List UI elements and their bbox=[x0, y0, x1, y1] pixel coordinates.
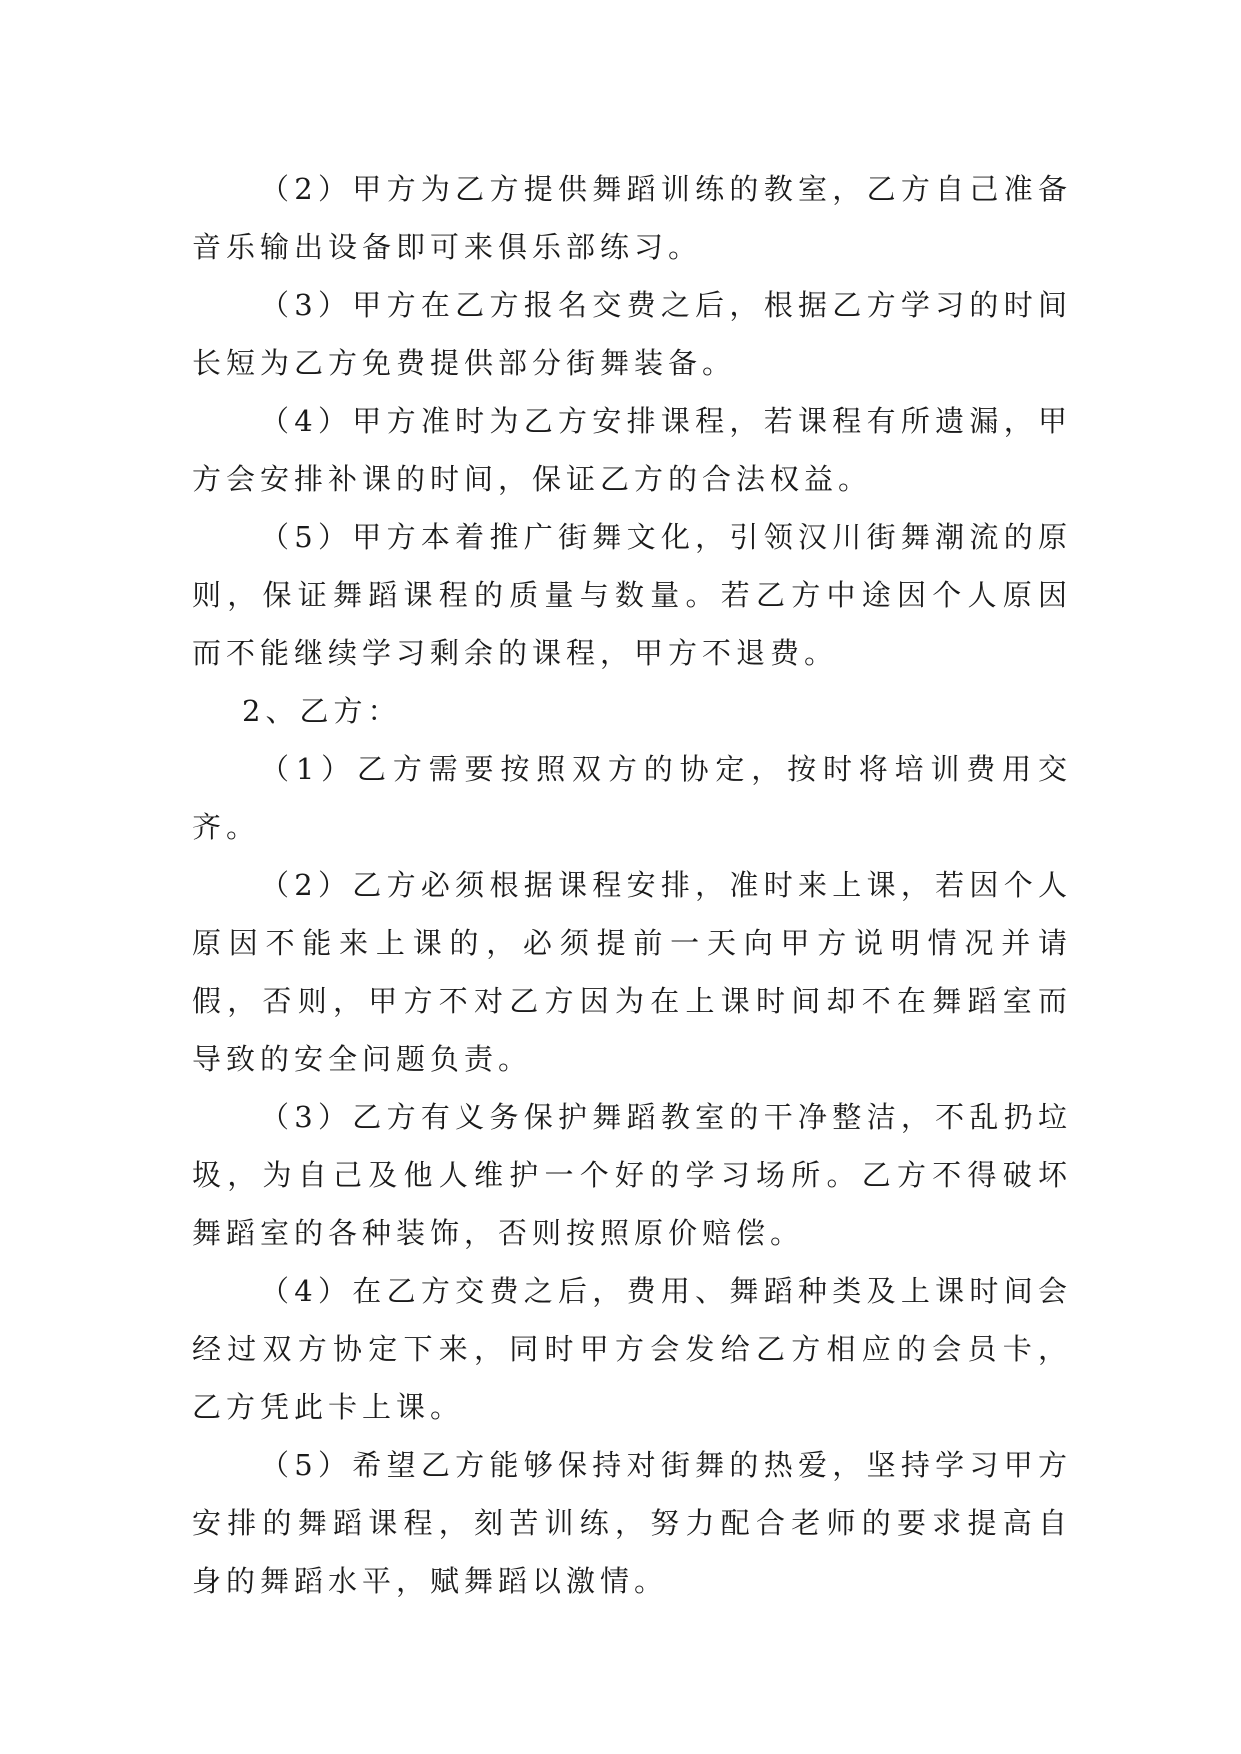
paragraph-jia-5: （5）甲方本着推广街舞文化，引领汉川街舞潮流的原则，保证舞蹈课程的质量与数量。若乙方中途因个人原因而不能继续学习剩余的课程，甲方不退费。 bbox=[192, 520, 1072, 670]
section-heading-yi: 2、乙方： bbox=[242, 694, 402, 728]
paragraph-jia-4: （4）甲方准时为乙方安排课程，若课程有所遗漏，甲方会安排补课的时间，保证乙方的合法权益。 bbox=[192, 404, 1072, 496]
document-body bbox=[192, 160, 1072, 1610]
paragraph-jia-2: （2）甲方为乙方提供舞蹈训练的教室，乙方自己准备音乐输出设备即可来俱乐部练习。 bbox=[192, 172, 1072, 264]
paragraph-yi-4: （4）在乙方交费之后，费用、舞蹈种类及上课时间会经过双方协定下来，同时甲方会发给乙方相应的会员卡，乙方凭此卡上课。 bbox=[192, 1274, 1072, 1424]
paragraph-yi-5: （5）希望乙方能够保持对街舞的热爱，坚持学习甲方安排的舞蹈课程，刻苦训练，努力配合老师的要求提高自身的舞蹈水平，赋舞蹈以激情。 bbox=[192, 1448, 1072, 1598]
paragraph-jia-3: （3）甲方在乙方报名交费之后，根据乙方学习的时间长短为乙方免费提供部分街舞装备。 bbox=[192, 288, 1072, 380]
paragraph-yi-2: （2）乙方必须根据课程安排，准时来上课，若因个人原因不能来上课的，必须提前一天向甲方说明情况并请假，否则，甲方不对乙方因为在上课时间却不在舞蹈室而导致的安全问题负责。 bbox=[192, 868, 1072, 1076]
paragraph-yi-3: （3）乙方有义务保护舞蹈教室的干净整洁，不乱扔垃圾，为自己及他人维护一个好的学习场所。乙方不得破坏舞蹈室的各种装饰，否则按照原价赔偿。 bbox=[192, 1100, 1072, 1250]
paragraph-yi-1: （1）乙方需要按照双方的协定，按时将培训费用交齐。 bbox=[192, 752, 1072, 844]
